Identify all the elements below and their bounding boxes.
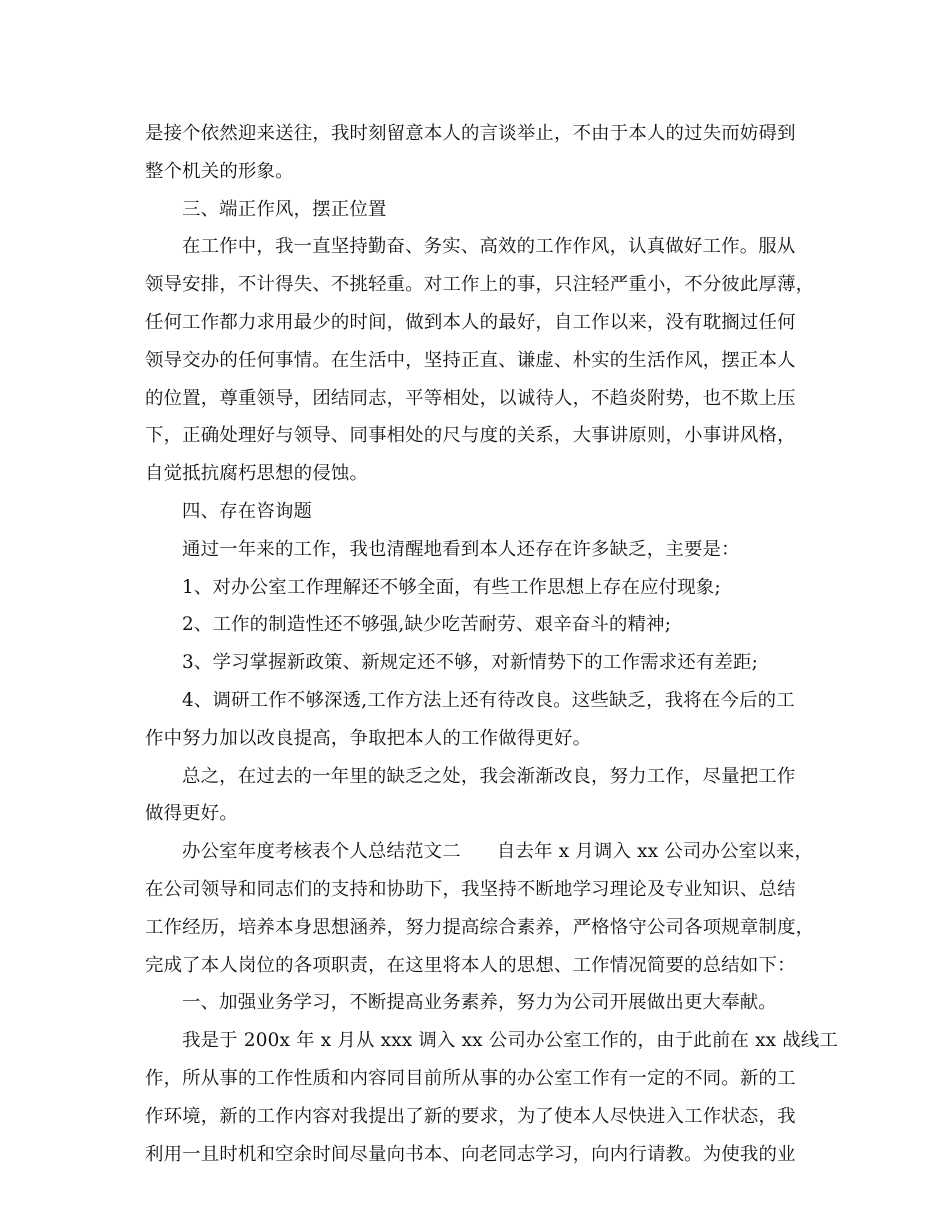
section-heading: 一、加强业务学习，不断提高业务素养，努力为公司开展做出更大奉献。 [182,992,777,1014]
text-line: 自去年 x 月调入 xx 公司办公室以来， [496,841,814,863]
text-line: 作环境，新的工作内容对我提出了新的要求，为了使本人尽快进入工作状态，我 [145,1105,796,1127]
text-line: 在公司领导和同志们的支持和协助下，我坚持不断地学习理论及专业知识、总结 [145,878,796,900]
text-line: 自觉抵抗腐朽思想的侵蚀。 [145,463,369,485]
text-line: 领导交办的任何事情。在生活中，坚持正直、谦虚、朴实的生活作风，摆正本人 [145,349,796,371]
section-heading: 三、端正作风，摆正位置 [182,198,387,220]
title-line [145,833,814,871]
text-line: 总之，在过去的一年里的缺乏之处，我会渐渐改良，努力工作，尽量把工作 [182,765,796,787]
list-item: 1、对办公室工作理解还不够全面，有些工作思想上存在应付现象; [182,576,721,598]
text-line: 做得更好。 [145,803,238,825]
list-item: 3、学习掌握新政策、新规定还不够，对新情势下的工作需求还有差距; [182,652,759,674]
text-line: 我是于 200x 年 x 月从 xxx 调入 xx 公司办公室工作的，由于此前在 xx 战线工 [182,1030,839,1052]
text-line: 通过一年来的工作，我也清醒地看到本人还存在许多缺乏，主要是： [182,538,740,560]
list-item: 2、工作的制造性还不够强,缺少吃苦耐劳、艰辛奋斗的精神; [182,614,672,636]
text-line: 是接个依然迎来送往，我时刻留意本人的言谈举止，不由于本人的过失而妨碍到 [145,123,796,144]
document-body [145,115,839,1173]
text-line: 利用一且时机和空余时间尽量向书本、向老同志学习，向内行请教。为使我的业 [145,1143,796,1165]
text-line: 在工作中，我一直坚持勤奋、务实、高效的工作作风，认真做好工作。服从 [182,236,796,258]
list-item: 4、调研工作不够深透,工作方法上还有待改良。这些缺乏，我将在今后的工 [182,689,795,711]
text-line: 任何工作都力求用最少的时间，做到本人的最好，自工作以来，没有耽搁过任何 [145,311,796,333]
text-line: 完成了本人岗位的各项职责，在这里将本人的思想、工作情况简要的总结如下： [145,954,796,976]
text-line: 领导安排，不计得失、不挑轻重。对工作上的事，只注轻严重小，不分彼此厚薄， [145,274,815,296]
text-line: 作，所从事的工作性质和内容同目前所从事的办公室工作有一定的不同。新的工 [145,1067,796,1089]
text-line: 的位置，尊重领导，团结同志，平等相处，以诚待人，不趋炎附势，也不欺上压 [145,387,796,409]
text-line: 工作经历，培养本身思想涵养，努力提高综合素养，严格恪守公司各项规章制度， [145,916,815,938]
document-title: 办公室年度考核表个人总结范文二 [182,841,461,863]
text-line: 作中努力加以改良提高，争取把本人的工作做得更好。 [145,727,592,749]
text-line: 下，正确处理好与领导、同事相处的尺与度的关系，大事讲原则，小事讲风格， [145,425,796,447]
text-line: 整个机关的形象。 [145,160,294,182]
section-heading: 四、存在咨询题 [182,500,313,522]
